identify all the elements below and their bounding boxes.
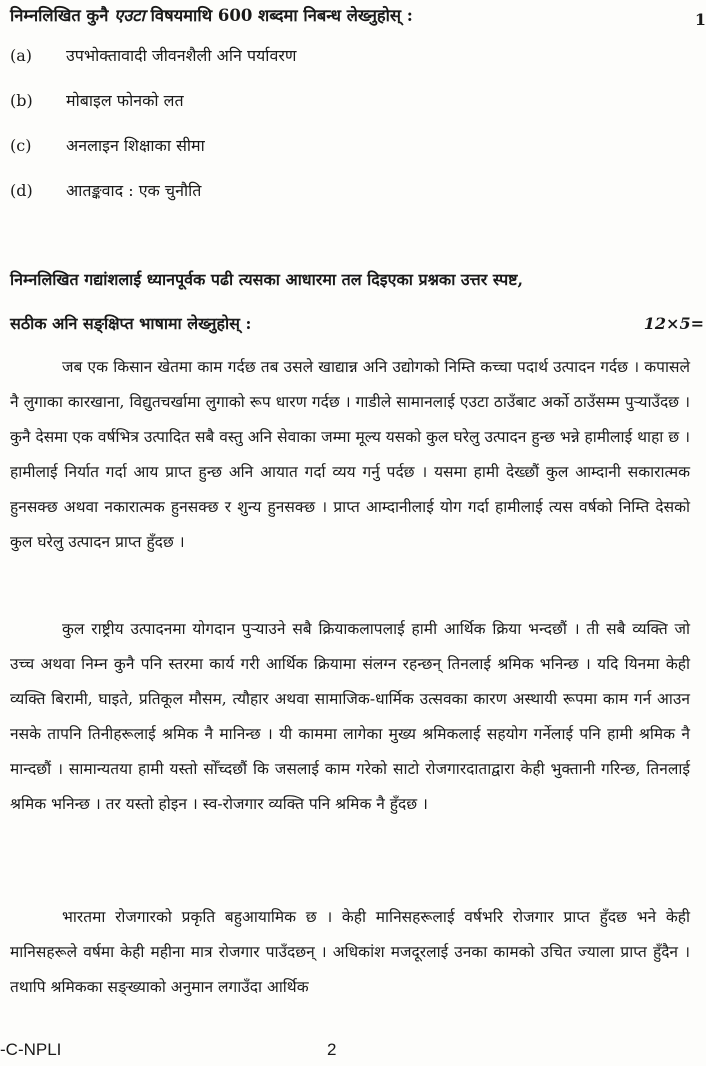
marks-label: 12×5= bbox=[643, 314, 704, 333]
item-text: उपभोक्तावादी जीवनशैली अनि पर्यावरण bbox=[66, 46, 297, 65]
item-label: (d) bbox=[10, 181, 33, 200]
heading-line-2 bbox=[10, 302, 704, 346]
heading-line-1: निम्नलिखित गद्यांशलाई ध्यानपूर्वक पढी त्यसका आधारमा तल दिइएका प्रश्नका उत्तर स्पष्ट, bbox=[10, 270, 524, 289]
heading-emphasis: एउटा bbox=[114, 6, 145, 25]
list-item bbox=[10, 89, 670, 134]
passage-paragraph-2: कुल राष्ट्रीय उत्पादनमा योगदान पुऱ्याउने सबै क्रियाकलापलाई हामी आर्थिक क्रिया भन्दछौं । ती सबै व्यक्ति जो उच्च अथवा निम्न कुनै पनि स्तरमा कार्य गरी आर्थिक क्रियामा संलग्न रहन्छन् तिनलाई श्रमिक भनिन्छ । यदि यिनमा केही व्यक्ति बिरामी, घाइते, प्रतिकूल मौसम, त्यौहार अथवा सामाजिक-धार्मिक उत्सवका कारण अस्थायी रूपमा काम गर्न आउन नसके तापनि तिनीहरूलाई श्रमिक नै मानिन्छ । यी काममा लागेका मुख्य श्रमिकलाई सहयोग गर्नेलाई पनि हामी श्रमिक नै मान्दछौं । सामान्यतया हामी यस्तो सोँच्दछौं कि जसलाई काम गरेको साटो रोजगारदाताद्वारा केही भुक्तानी गरिन्छ, तिनलाई श्रमिक भनिन्छ । तर यस्तो होइन । स्व-रोजगार व्यक्ति पनि श्रमिक नै हुँदछ । bbox=[10, 620, 690, 813]
heading-prefix: निम्नलिखित कुनै bbox=[10, 6, 115, 25]
passage-paragraph-1: जब एक किसान खेतमा काम गर्दछ तब उसले खाद्यान्न अनि उद्योगको निम्ति कच्चा पदार्थ उत्पादन गर्दछ । कपासले नै लुगाका कारखाना, विद्युतचर्खामा लुगाको रूप धारण गर्दछ । गाडीले सामानलाई एउटा ठाउँबाट अर्को ठाउँसम्म पुऱ्याउँदछ । कुनै देसमा एक वर्षभित्र उत्पादित सबै वस्तु अनि सेवाका जम्मा मूल्य यसको कुल घरेलु उत्पादन हुन्छ भन्ने हामीलाई थाहा छ । हामीलाई निर्यात गर्दा आय प्राप्त हुन्छ अनि आयात गर्दा व्यय गर्नु पर्दछ । यसमा हामी देख्छौं कुल आम्दानी सकारात्मक हुनसक्छ अथवा नकारात्मक हुनसक्छ र शुन्य हुनसक्छ । प्राप्त आम्दानीलाई योग गर्दा हामीलाई त्यस वर्षको निम्ति देसको कुल घरेलु उत्पादन प्राप्त हुँदछ । bbox=[10, 358, 690, 551]
paper-code: -C-NPLI bbox=[0, 1040, 62, 1059]
item-text: अनलाइन शिक्षाका सीमा bbox=[66, 136, 205, 155]
edge-mark: 1 bbox=[694, 10, 706, 29]
essay-topic-list bbox=[10, 44, 670, 224]
essay-question-heading bbox=[10, 4, 706, 29]
page-number: 2 bbox=[327, 1040, 337, 1059]
list-item bbox=[10, 179, 670, 224]
item-text: मोबाइल फोनको लत bbox=[66, 91, 184, 110]
item-label: (a) bbox=[10, 46, 33, 65]
item-label: (b) bbox=[10, 91, 33, 110]
passage-question-heading bbox=[10, 258, 704, 346]
heading-line-2-text: सठीक अनि सङ्क्षिप्त भाषामा लेख्नुहोस् : bbox=[10, 314, 252, 333]
item-text: आतङ्कवाद : एक चुनौति bbox=[66, 181, 202, 200]
item-label: (c) bbox=[10, 136, 32, 155]
heading-suffix: विषयमाथि 600 शब्दमा निबन्ध लेख्नुहोस् : bbox=[144, 6, 413, 25]
list-item bbox=[10, 44, 670, 89]
passage-paragraph-3: भारतमा रोजगारको प्रकृति बहुआयामिक छ । केही मानिसहरूलाई वर्षभरि रोजगार प्राप्त हुँदछ भने केही मानिसहरूले वर्षमा केही महीना मात्र रोजगार पाउँदछन् । अधिकांश मजदूरलाई उनका कामको उचित ज्याला प्राप्त हुँदैन । तथापि श्रमिकका सङ्ख्याको अनुमान लगाउँदा आर्थिक bbox=[10, 908, 690, 996]
list-item bbox=[10, 134, 670, 179]
